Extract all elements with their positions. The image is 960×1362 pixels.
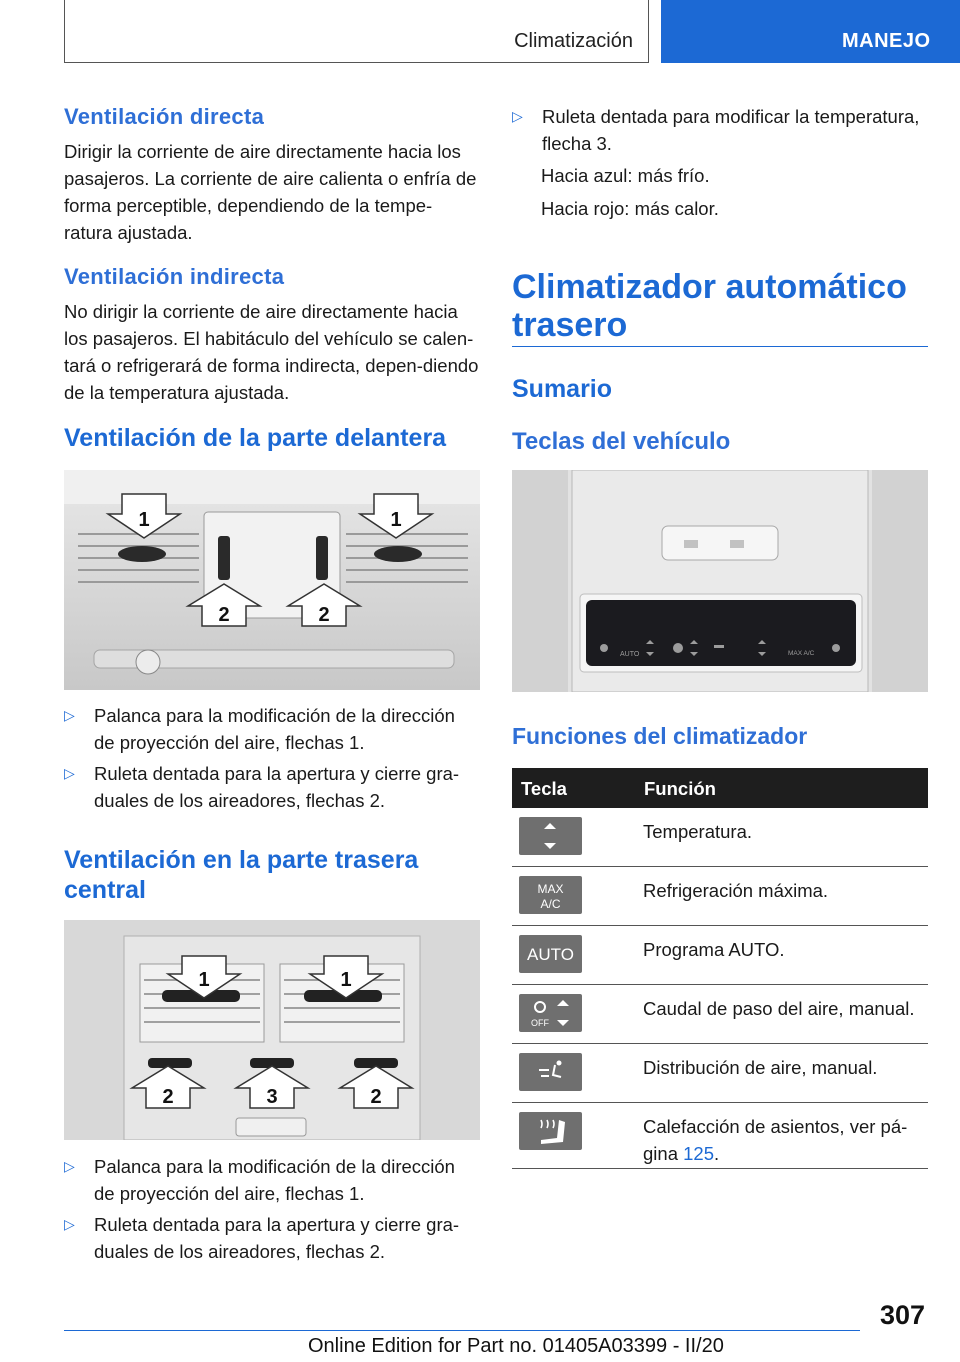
row-function: Programa AUTO. [643,939,785,960]
front-bullet-2-text: Ruleta dentada para la apertura y cierre gra‐duales de los aireadores, flechas 2. [94,763,460,811]
fan-off-icon [519,994,582,1032]
svg-text:MAX: MAX [537,882,564,896]
bullet-triangle-icon: ▷ [64,707,75,723]
bullet-triangle-icon: ▷ [64,1158,75,1174]
heading-ventilacion-delantera: Ventilación de la parte delantera [64,424,447,452]
callout-1-left: 1 [138,509,150,531]
fan-off-label: OFF [531,1018,549,1028]
chapter-tab-label: MANEJO [842,30,931,52]
row-function: Refrigeración máxima. [643,880,829,901]
col-header-funcion: Función [644,778,716,799]
paragraph-ventilacion-indirecta: No dirigir la corriente de aire directamente hacia los pasajeros. El habitáculo del vehículo se calen‐tará o refrigerará de forma indirecta, depen‐diendo de la temperatura ajustada. [64,301,479,403]
page-link-125[interactable]: 125 [683,1143,714,1164]
table-row [512,926,928,985]
rear-callout-3: 3 [266,1086,278,1108]
front-bullet-1-text: Palanca para la modificación de la dirección de proyección del aire, flechas 1. [94,705,455,753]
row-function: Distribución de aire, manual. [643,1057,878,1078]
table-row [512,867,928,926]
callout-2-left: 2 [218,604,230,626]
front-vents-drawing [64,470,480,690]
table-row [512,985,928,1044]
rear-callout-1-left: 1 [198,969,210,991]
rear-climate-panel-drawing [512,470,928,692]
svg-text:A/C: A/C [540,897,561,911]
table-row [512,1044,928,1103]
temperature-arrows-icon [519,817,582,855]
bullet-triangle-icon: ▷ [512,108,523,124]
hint-red: Hacia rojo: más calor. [541,198,719,219]
rear-callout-2-left: 2 [162,1086,174,1108]
col-header-tecla: Tecla [521,778,567,799]
table-header [512,768,928,808]
bullet-triangle-icon: ▷ [64,765,75,781]
row-function: Caudal de paso del aire, manual. [643,998,915,1019]
row-function: Temperatura. [643,821,752,842]
row-function-text: Calefacción de asientos, ver pá‐gina [643,1116,908,1164]
callout-2-right: 2 [318,604,330,626]
edition-text: Online Edition for Part no. 01405A03399 - II/20 [308,1335,724,1357]
heading-ventilacion-trasera-2: central [64,876,146,904]
auto-icon [519,935,582,973]
table-row [512,1103,928,1169]
hint-blue: Hacia azul: más frío. [541,165,710,186]
footer-rule [64,1330,860,1331]
seat-heating-icon [519,1112,582,1150]
max-ac-icon [519,876,582,914]
heading-funciones: Funciones del climatizador [512,723,808,749]
paragraph-ventilacion-directa: Dirigir la corriente de aire directamente hacia los pasajeros. La corriente de aire calienta o enfría de forma perceptible, dependiendo de la tempe‐ratura ajustada. [64,141,477,243]
rear-vents-photo [64,920,480,1140]
rear-bullet-2 [64,1211,480,1265]
heading-teclas: Teclas del vehículo [512,428,731,455]
heading-ventilacion-directa: Ventilación directa [64,104,265,129]
heading-climatizador-1: Climatizador automático [512,268,907,306]
rear-vents-drawing [64,920,480,1140]
rear-callout-2-right: 2 [370,1086,382,1108]
panel-auto-label: AUTO [620,651,640,658]
heading-climatizador-2: trasero [512,306,628,344]
callout-1-right: 1 [390,509,402,531]
front-vents-photo [64,470,480,690]
chapter-tab[interactable] [661,0,960,63]
auto-key-label: AUTO [527,945,574,964]
row-function [643,1113,928,1167]
rear-bullet-1 [64,1153,480,1207]
front-bullet-2 [64,760,480,814]
front-bullet-1 [64,702,480,756]
rear-bullet-1-text: Palanca para la modificación de la dirección de proyección del aire, flechas 1. [94,1156,455,1204]
table-row [512,808,928,867]
temp-bullet [512,103,928,157]
heading-ventilacion-indirecta: Ventilación indirecta [64,264,285,289]
rear-bullet-2-text: Ruleta dentada para la apertura y cierre gra‐duales de los aireadores, flechas 2. [94,1214,460,1262]
rear-climate-panel-photo [512,470,928,692]
row-function-suffix: . [714,1143,720,1164]
heading-sumario: Sumario [512,375,613,403]
air-distribution-icon [519,1053,582,1091]
section-title: Climatización [514,30,633,52]
page-number: 307 [880,1300,926,1330]
panel-maxac-label: MAX A/C [788,650,815,657]
rear-callout-1-right: 1 [340,969,352,991]
bullet-triangle-icon: ▷ [64,1216,75,1232]
heading-ventilacion-trasera-1: Ventilación en la parte trasera [64,846,419,874]
heading-rule [512,346,928,347]
header-section-box [64,0,649,63]
temp-bullet-text: Ruleta dentada para modificar la temperatura, flecha 3. [542,106,920,154]
